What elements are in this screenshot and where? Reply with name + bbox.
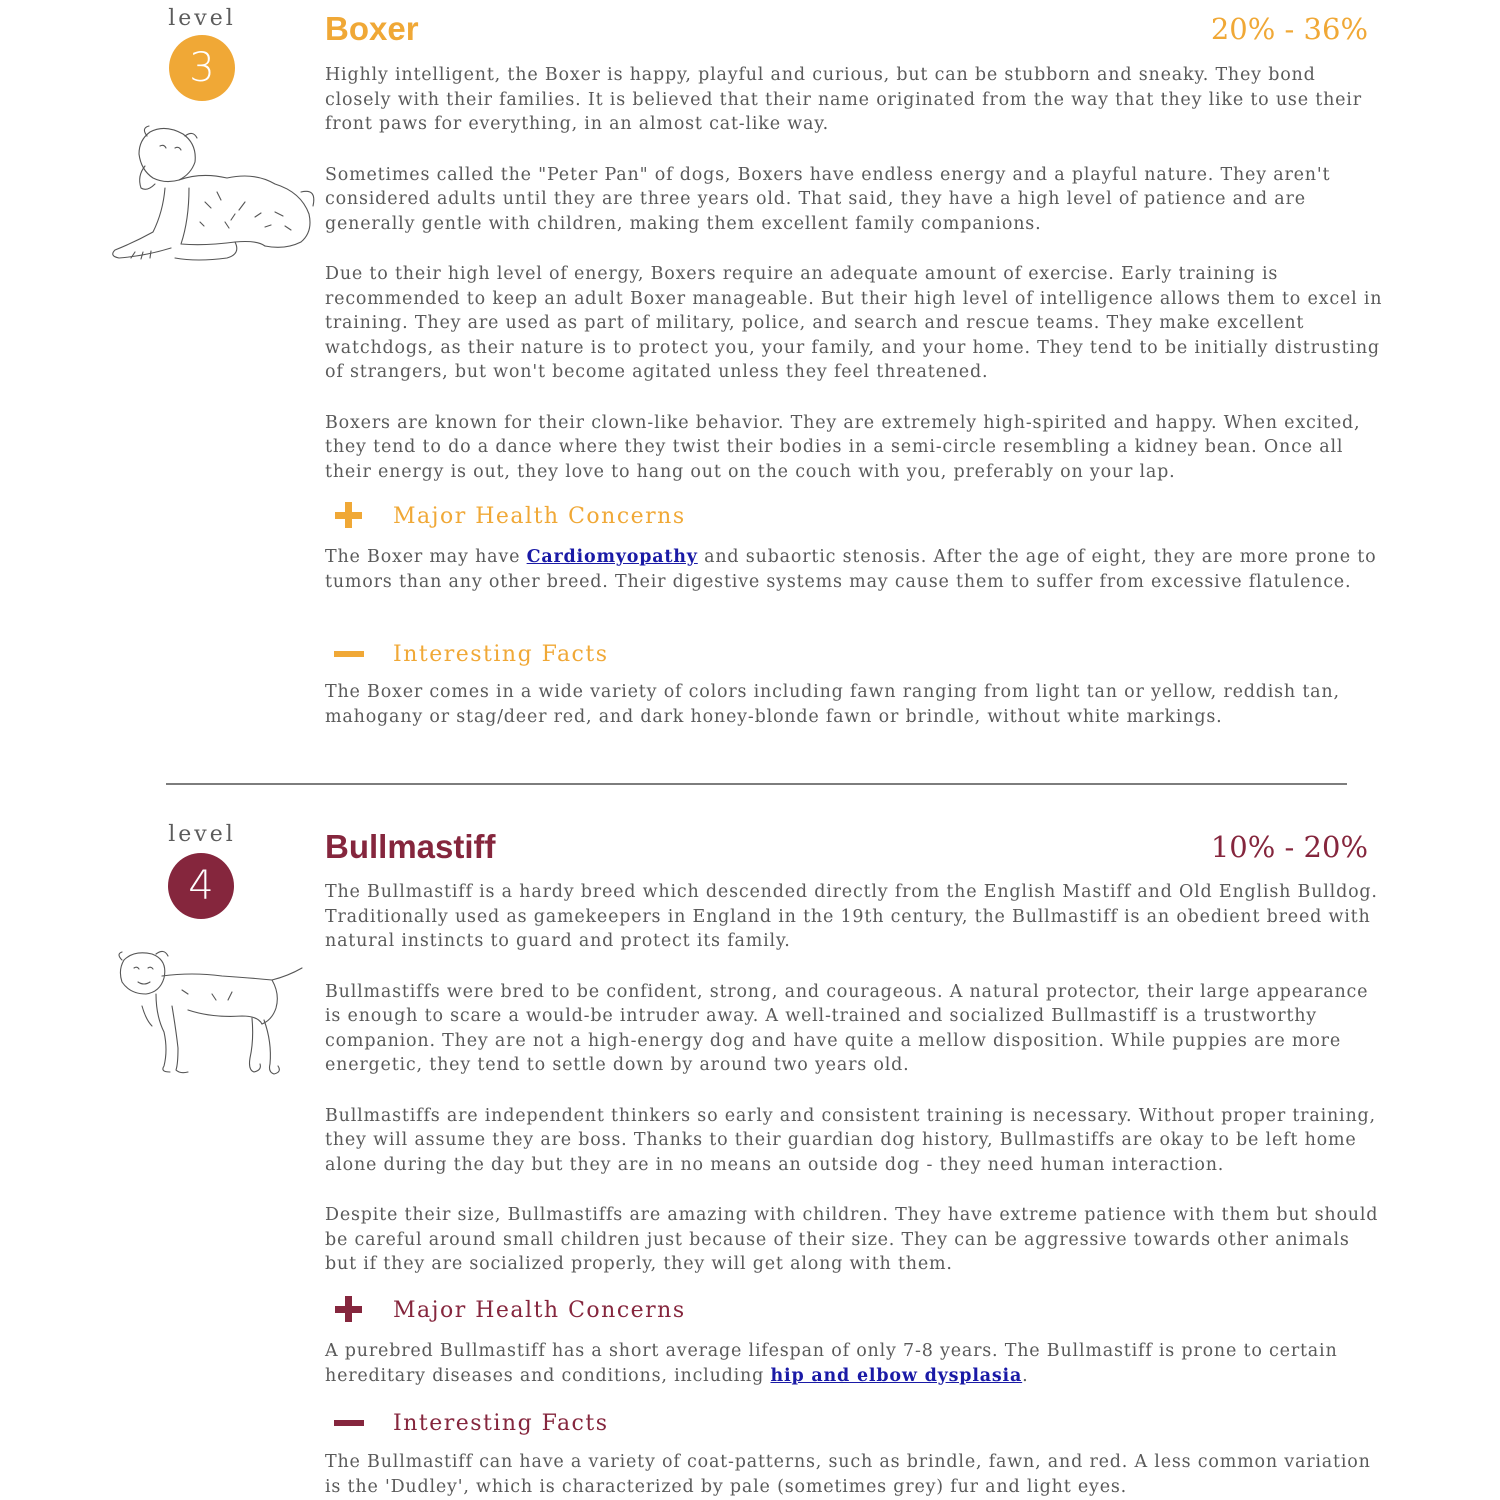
bullmastiff-facts-header — [325, 1405, 609, 1441]
bullmastiff-paragraph: The Bullmastiff is a hardy breed which descended directly from the English Mastiff and Old English Bulldog. Traditionally used as gamekeepers in England in the 19th century, the Bullmastiff is an obedient breed with natural instincts to guard and protect its family. — [325, 882, 1378, 951]
boxer-health-pre: The Boxer may have — [325, 547, 527, 567]
boxer-description — [325, 63, 1385, 484]
bullmastiff-drawing-icon — [112, 946, 307, 1078]
bullmastiff-health-header — [325, 1292, 686, 1328]
bullmastiff-percentage: 10% - 20% — [1210, 830, 1368, 864]
boxer-health-title: Major Health Concerns — [393, 503, 686, 529]
boxer-facts-title: Interesting Facts — [393, 641, 609, 667]
boxer-breed-name: Boxer — [325, 10, 419, 47]
bullmastiff-facts-title: Interesting Facts — [393, 1410, 609, 1436]
boxer-drawing-icon — [105, 122, 320, 272]
bullmastiff-paragraph: Bullmastiffs were bred to be confident, strong, and courageous. A natural protector, their large appearance is enough to scare a would-be intruder away. A well-trained and socialized Bullmastiff is a trustworthy companion. They are not a high-energy dog and have quite a mellow disposition. While puppies are more energetic, they tend to settle down by around two years old. — [325, 981, 1369, 1075]
bullmastiff-description — [325, 880, 1385, 1277]
cardiomyopathy-link[interactable]: Cardiomyopathy — [526, 547, 698, 567]
minus-icon — [325, 636, 393, 672]
boxer-health-text — [325, 545, 1385, 594]
boxer-facts-header — [325, 636, 609, 672]
bullmastiff-facts-text: The Bullmastiff can have a variety of coat-patterns, such as brindle, fawn, and red. A less common variation is the 'Dudley', which is characterized by pale (sometimes grey) fur and light eyes. — [325, 1452, 1371, 1497]
boxer-paragraph: Highly intelligent, the Boxer is happy, playful and curious, but can be stubborn and sneaky. They bond closely with their families. It is believed that their name originated from the way that they like to use their front paws for everything, in an almost cat-like way. — [325, 65, 1362, 134]
bullmastiff-level-badge: 4 — [168, 853, 234, 919]
boxer-paragraph: Sometimes called the "Peter Pan" of dogs, Boxers have endless energy and a playful nature. They aren't considered adults until they are three years old. That said, they have a high level of patience and are generally gentle with children, making them excellent family companions. — [325, 164, 1331, 234]
bullmastiff-paragraph: Bullmastiffs are independent thinkers so early and consistent training is necessary. Without proper training, they will assume they are boss. Thanks to their guardian dog history, Bullmastiffs are okay to be left home alone during the day but they are in no means an outside dog - they need human interaction. — [325, 1105, 1376, 1175]
bullmastiff-health-post: . — [1022, 1365, 1029, 1386]
bullmastiff-health-title: Major Health Concerns — [393, 1297, 686, 1323]
boxer-facts-text: The Boxer comes in a wide variety of colors including fawn ranging from light tan or yellow, reddish tan, mahogany or stag/deer red, and dark honey-blonde fawn or brindle, without white markings. — [325, 682, 1340, 727]
bullmastiff-breed-name: Bullmastiff — [325, 828, 496, 865]
boxer-level-badge: 3 — [169, 35, 235, 101]
minus-icon — [325, 1405, 393, 1441]
plus-icon — [325, 1292, 393, 1328]
boxer-percentage: 20% - 36% — [1210, 12, 1368, 46]
boxer-paragraph: Due to their high level of energy, Boxers require an adequate amount of exercise. Early training is recommended to keep an adult Boxer manageable. But their high level of intelligence allows them to excel in training. They are used as part of military, police, and search and rescue teams. They make excellent watchdogs, as their nature is to protect you, your family, and your home. They tend to be initially distrusting of strangers, but won't become agitated unless they feel threatened. — [325, 264, 1383, 382]
bullmastiff-health-text — [325, 1339, 1385, 1388]
section-divider — [166, 783, 1347, 785]
bullmastiff-paragraph: Despite their size, Bullmastiffs are amazing with children. They have extreme patience with them but should be careful around small children just because of their size. They can be aggressive towards other animals but if they are socialized properly, they will get along with them. — [325, 1205, 1379, 1274]
bullmastiff-level-label: level — [168, 822, 236, 847]
boxer-health-header — [325, 498, 686, 534]
bullmastiff-health-pre: A purebred Bullmastiff has a short average lifespan of only 7-8 years. The Bullmastiff is prone to certain hereditary diseases and conditions, including — [325, 1341, 1338, 1386]
hip-elbow-dysplasia-link[interactable]: hip and elbow dysplasia — [770, 1365, 1023, 1386]
boxer-paragraph: Boxers are known for their clown-like behavior. They are extremely high-spirited and happy. When excited, they tend to do a dance where they twist their bodies in a semi-circle resembling a kidney bean. Once all their energy is out, they love to hang out on the couch with you, preferably on your lap. — [325, 412, 1361, 482]
boxer-level-label: level — [168, 6, 236, 31]
plus-icon — [325, 498, 393, 534]
boxer-health-post: and subaortic stenosis. After the age of eight, they are more prone to tumors than any other breed. Their digestive systems may cause them to suffer from excessive flatulence. — [325, 547, 1377, 592]
